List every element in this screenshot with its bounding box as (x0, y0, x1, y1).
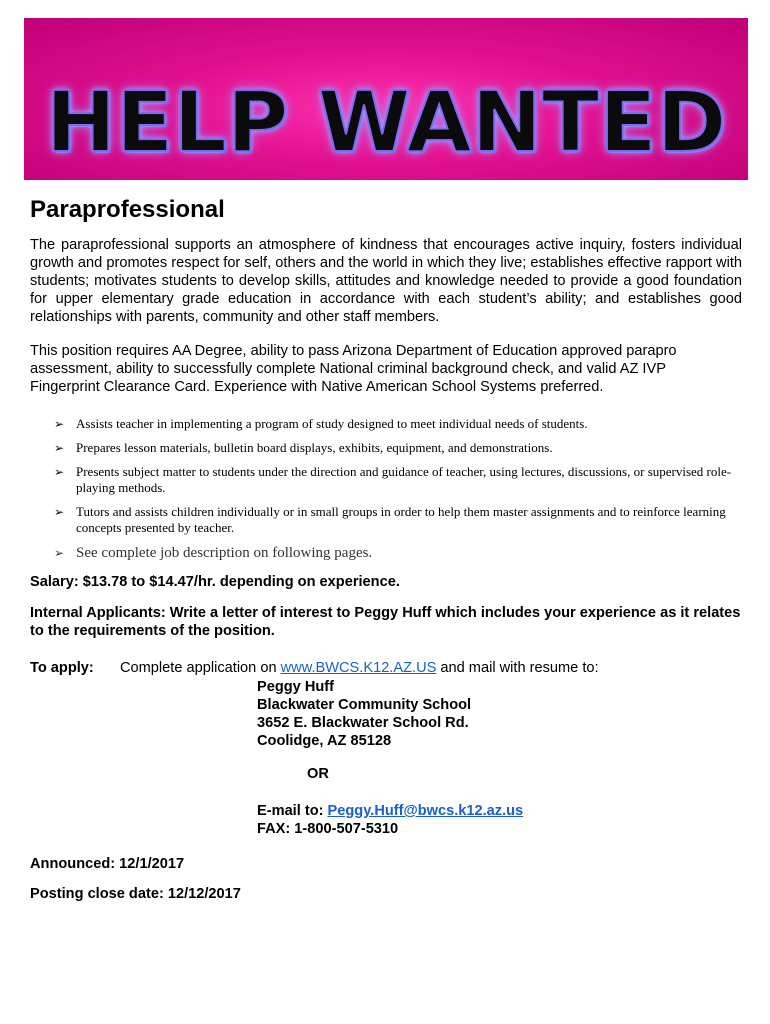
contact-email-fax (257, 802, 523, 838)
duty-item: ➢ Prepares lesson materials, bulletin board displays, exhibits, equipment, and demonstrations. (54, 440, 553, 455)
duty-item: ➢ Tutors and assists children individually or in small groups in order to help them master assignments and to reinforce learning concepts presented by teacher. (54, 504, 726, 535)
address-line: 3652 E. Blackwater School Rd. (257, 715, 469, 731)
address-line: Blackwater Community School (257, 697, 472, 713)
duty-item-see-more: ➢ See complete job description on following pages. (54, 545, 373, 561)
arrow-bullet-icon: ➢ (54, 465, 65, 479)
address-line: Peggy Huff (257, 679, 335, 695)
duty-item: ➢ Presents subject matter to students under the direction and guidance of teacher, using lectures, discussions, or supervised role-playing methods. (54, 464, 732, 495)
or-separator: OR (307, 766, 329, 782)
help-wanted-banner (24, 18, 748, 180)
job-requirements: This position requires AA Degree, ability to pass Arizona Department of Education approved parapro assessment, ability to successfully complete National criminal background check, and valid AZ IVP Fingerprint Clearance Card. Experience with Native American School Systems preferred. (30, 343, 677, 395)
internal-applicants: Internal Applicants: Write a letter of interest to Peggy Huff which includes your experience as it relates to the requirements of the position. (30, 605, 741, 639)
arrow-bullet-icon: ➢ (54, 505, 65, 519)
email-link[interactable]: Peggy.Huff@bwcs.k12.az.us (327, 803, 524, 819)
banner-title: HELP WANTED (45, 73, 727, 171)
arrow-bullet-icon: ➢ (54, 546, 65, 560)
website-link[interactable]: www.BWCS.K12.AZ.US (280, 660, 437, 676)
apply-instructions: Complete application on www.BWCS.K12.AZ.US and mail with resume to: (120, 660, 599, 676)
arrow-bullet-icon: ➢ (54, 441, 65, 455)
arrow-bullet-icon: ➢ (54, 417, 65, 431)
job-description: The paraprofessional supports an atmosphere of kindness that encourages active inquiry, fosters individual growth and promotes respect for self, others and the world in which they live; establishes effective rapport with students; motivates students to develop skills, attitudes and knowledge needed to provide a good foundation for upper elementary grade education in accordance with each student’s ability; and establishes good relationships with parents, community and other staff members. (30, 237, 742, 325)
duty-item: ➢ Assists teacher in implementing a program of study designed to meet individual needs of students. (54, 416, 588, 431)
duties-list (54, 416, 744, 570)
job-title: Paraprofessional (30, 196, 225, 223)
apply-label: To apply: (30, 660, 94, 676)
fax-line: FAX: 1-800-507-5310 (257, 821, 399, 837)
mailing-address (257, 678, 471, 750)
salary: Salary: $13.78 to $14.47/hr. depending on experience. (30, 574, 400, 590)
email-line: E-mail to: Peggy.Huff@bwcs.k12.az.us (257, 803, 524, 819)
announced-date: Announced: 12/1/2017 (30, 856, 185, 872)
address-line: Coolidge, AZ 85128 (257, 733, 392, 749)
posting-close-date: Posting close date: 12/12/2017 (30, 886, 241, 902)
